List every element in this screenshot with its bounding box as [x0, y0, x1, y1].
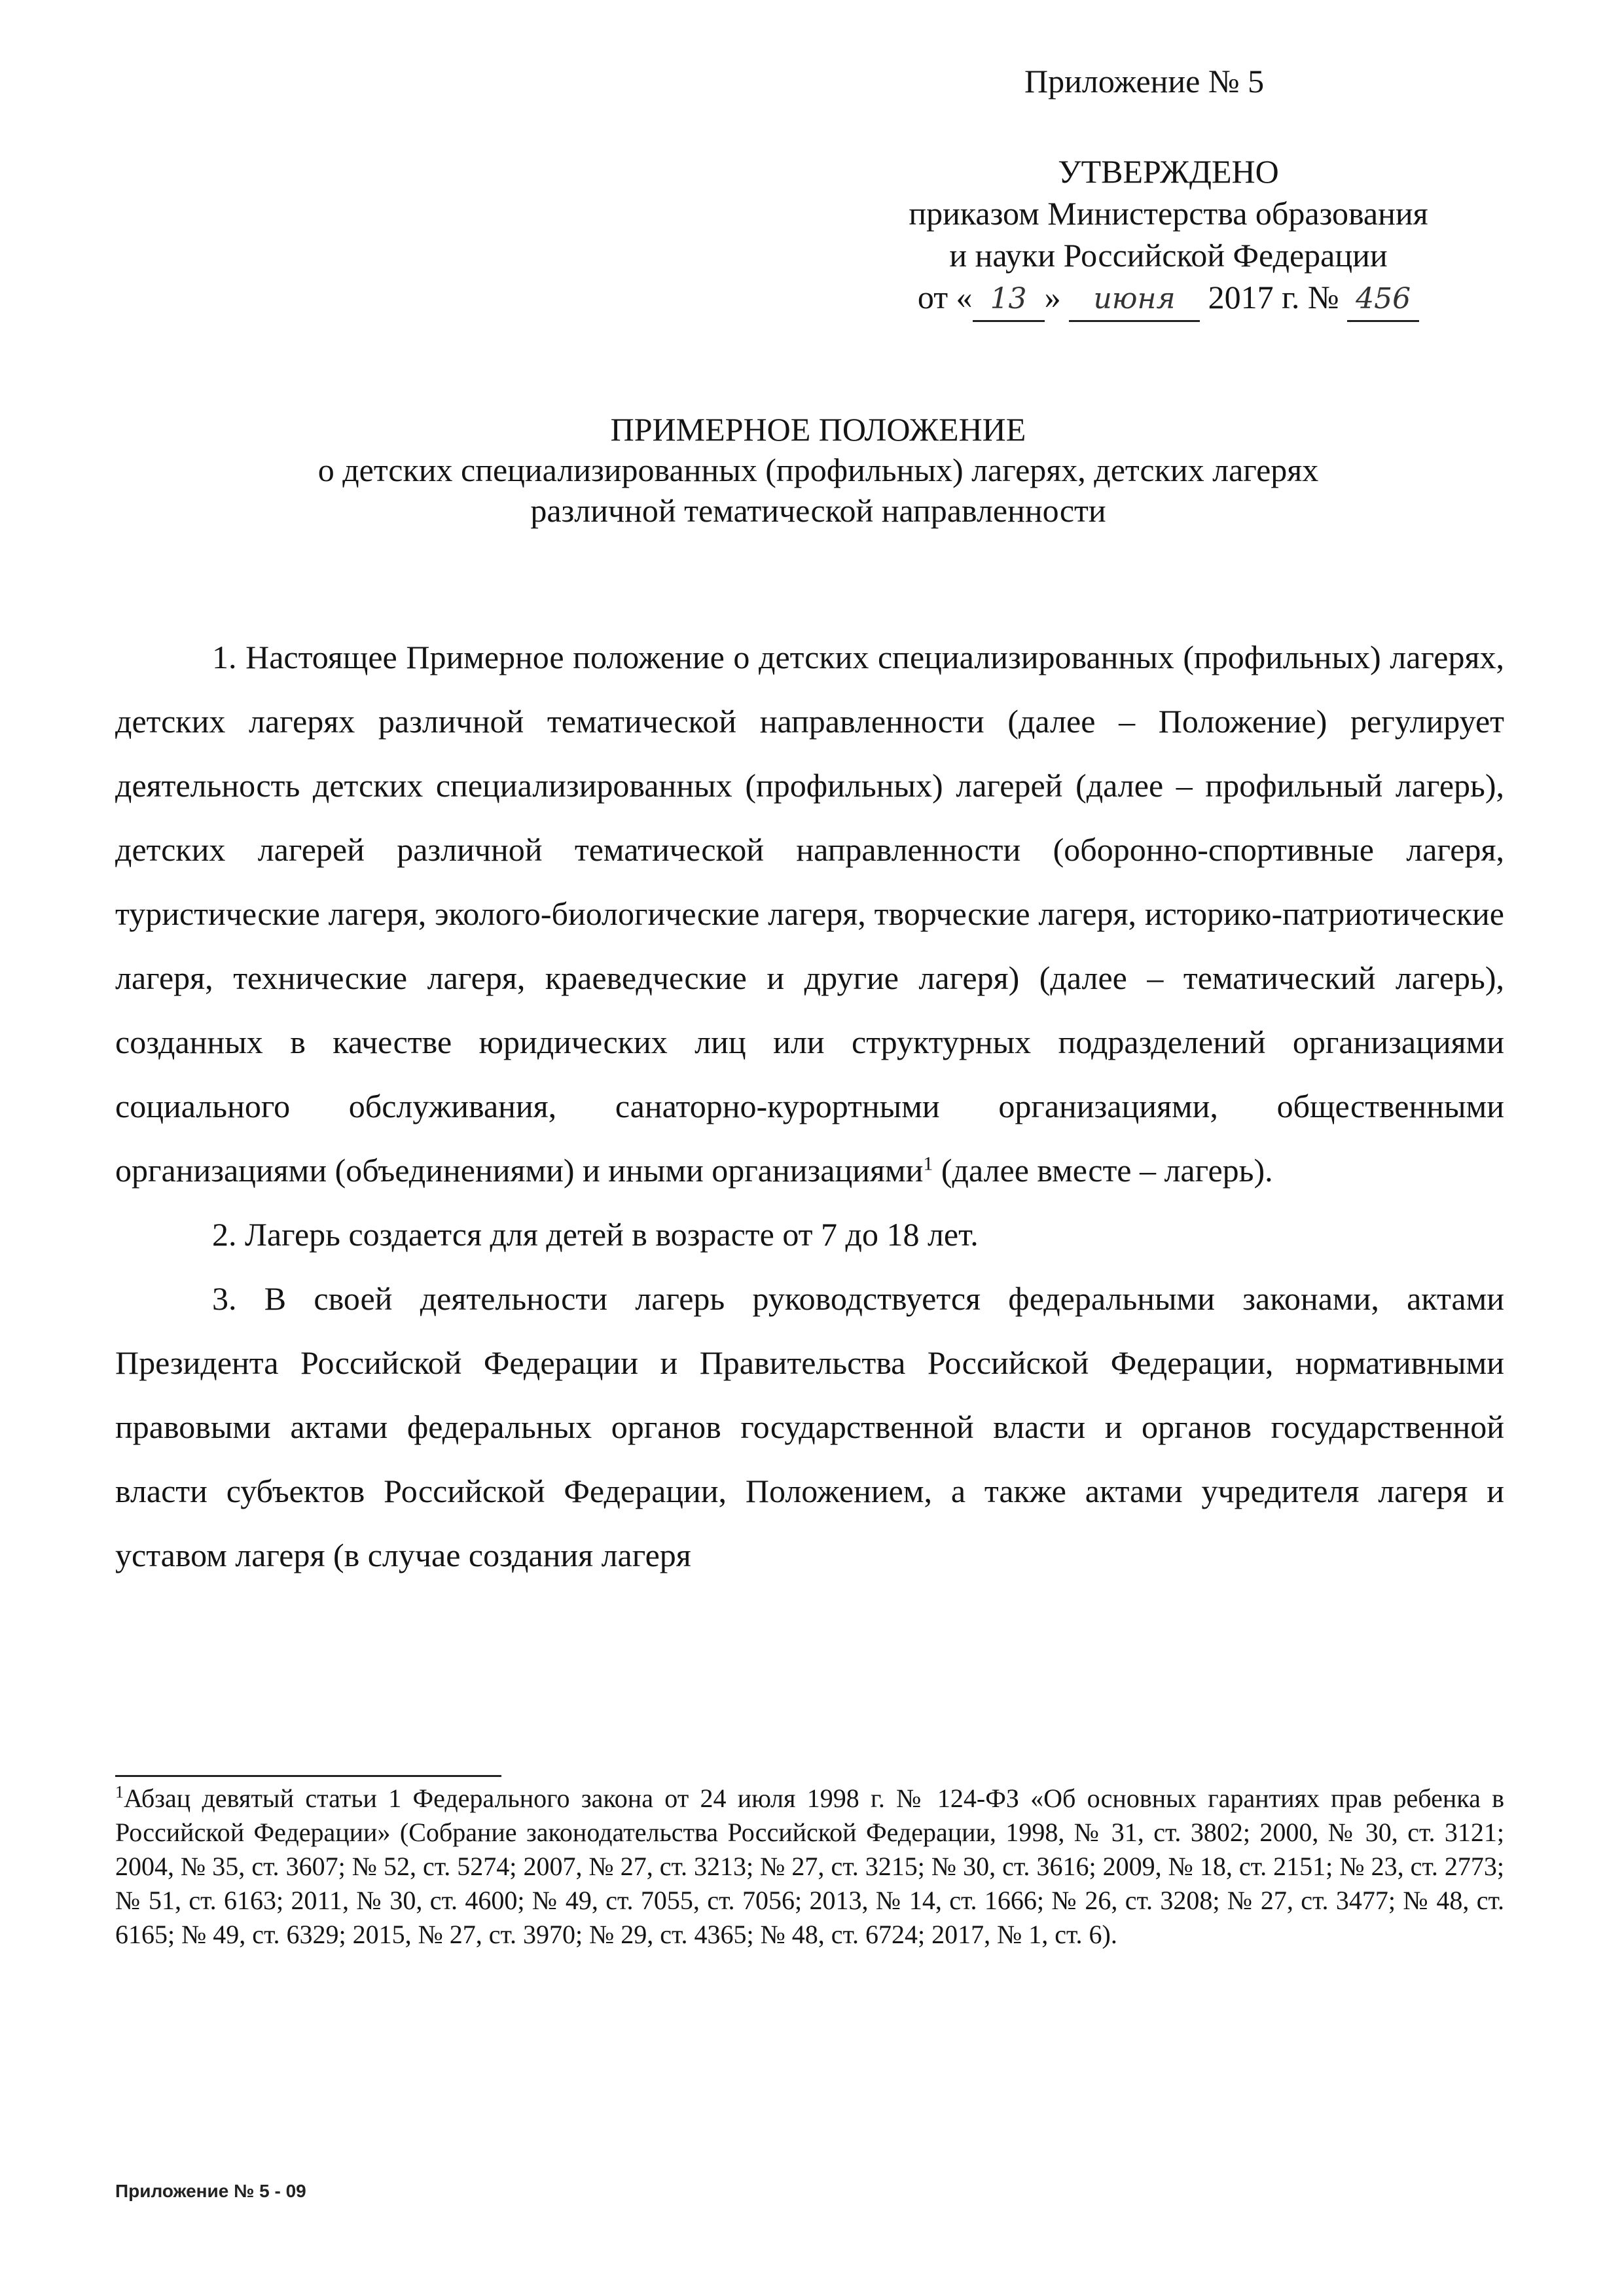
- paragraph-3: 3. В своей деятельности лагерь руководствуется федеральными законами, актами Президента Российской Федерации и Правительства Российской Федерации, нормативными правовыми актами федеральных органов государственной власти и органов государственной власти субъектов Российской Федерации, Положением, а также актами учредителя лагеря и уставом лагеря (в случае создания лагеря: [115, 1280, 1504, 1573]
- approval-block: [844, 151, 1492, 322]
- footnote-marker: 1: [115, 1782, 124, 1802]
- order-line-1: приказом Министерства образования: [909, 195, 1428, 232]
- approved-stamp: УТВЕРЖДЕНО: [1058, 153, 1279, 190]
- paragraph-1: [115, 625, 1504, 1202]
- footnote-text: Абзац девятый статьи 1 Федерального закона от 24 июля 1998 г. № 124-ФЗ «Об основных гарантиях прав ребенка в Российской Федерации» (Собрание законодательства Российской Федерации, 1998, № 31, ст. 3802; 2000, № 30, ст. 3121; 2004, № 35, ст. 3607; № 52, ст. 5274; 2007, № 27, ст. 3213; № 27, ст. 3215; № 30, ст. 3616; 2009, № 18, ст. 2151; № 23, ст. 2773; № 51, ст. 6163; 2011, № 30, ст. 4600; № 49, ст. 7055, ст. 7056; 2013, № 14, ст. 1666; № 26, ст. 3208; № 27, ст. 3477; № 48, ст. 6165; № 49, ст. 6329; 2015, № 27, ст. 3970; № 29, ст. 4365; № 48, ст. 6724; 2017, № 1, ст. 6).: [115, 1784, 1504, 1949]
- document-title: ПРИМЕРНОЕ ПОЛОЖЕНИЕ: [610, 411, 1026, 448]
- document-subtitle-line-2: различной тематической направленности: [530, 492, 1106, 529]
- paragraph-1-text: 1. Настоящее Примерное положение о детских специализированных (профильных) лагерях, детских лагерях различной тематической направленности (далее – Положение) регулирует деятельность детских специализированных (профильных) лагерей (далее – профильный лагерь), детских лагерей различной тематической направленности (оборонно-спортивные лагеря, туристические лагеря, эколого-биологические лагеря, творческие лагеря, историко-патриотические лагеря, технические лагеря, краеведческие и другие лагеря) (далее – тематический лагерь), созданных в качестве юридических лиц или структурных подразделений организациями социального обслуживания, санаторно-курортными организациями, общественными организациями (объединениями) и иными организациями: [115, 639, 1504, 1189]
- handwritten-order-number: 456: [1347, 278, 1419, 322]
- document-title-block: [164, 409, 1473, 531]
- order-date-line: [844, 276, 1492, 322]
- handwritten-day: 13: [973, 278, 1045, 322]
- footnote-separator: [115, 1775, 501, 1777]
- document-subtitle-line-1: о детских специализированных (профильных) лагерях, детских лагерях: [317, 452, 1319, 488]
- handwritten-month: июня: [1069, 278, 1200, 322]
- document-body: [115, 625, 1504, 1587]
- footnote: [115, 1782, 1504, 1952]
- paragraph-2: 2. Лагерь создается для детей в возрасте от 7 до 18 лет.: [212, 1216, 979, 1253]
- page-footer-label: Приложение № 5 - 09: [115, 2181, 306, 2201]
- paragraph-1-tail: (далее вместе – лагерь).: [933, 1152, 1273, 1189]
- appendix-label: Приложение № 5: [1024, 63, 1265, 99]
- footnote-ref-1: 1: [923, 1153, 933, 1175]
- date-mid: »: [1044, 279, 1061, 315]
- date-year: 2017 г. №: [1208, 279, 1339, 315]
- date-prefix: от «: [917, 279, 973, 315]
- order-line-2: и науки Российской Федерации: [949, 237, 1388, 274]
